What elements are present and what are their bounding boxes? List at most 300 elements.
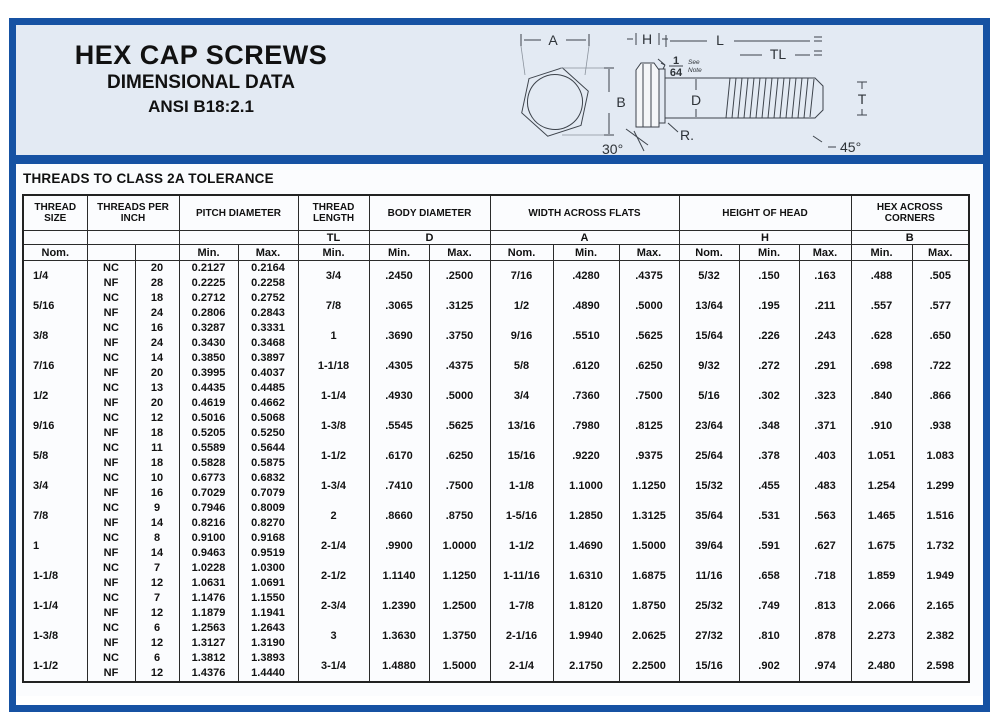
table-cell: 0.7079 xyxy=(238,486,298,501)
table-cell: 0.3331 xyxy=(238,321,298,336)
table-row xyxy=(23,381,969,396)
table-row xyxy=(23,621,969,636)
table-cell: 13/64 xyxy=(679,291,739,321)
table-cell: .371 xyxy=(799,411,851,441)
symbol-blank xyxy=(179,231,298,245)
table-cell: 1-5/16 xyxy=(490,501,553,531)
table-cell: .8125 xyxy=(619,411,679,441)
table-cell: 1/2 xyxy=(490,291,553,321)
dimensional-data-table xyxy=(22,194,970,683)
table-cell: 1.1250 xyxy=(619,471,679,501)
angle-label-45: 45° xyxy=(840,139,862,155)
table-cell: 6 xyxy=(135,621,179,636)
washer-face-frac-num: 1 xyxy=(672,55,680,67)
table-cell: NF xyxy=(87,456,135,471)
table-row xyxy=(23,261,969,277)
table-cell: NF xyxy=(87,606,135,621)
subhead: Nom. xyxy=(23,245,87,261)
table-cell: 9/16 xyxy=(490,321,553,351)
table-cell: 5/8 xyxy=(490,351,553,381)
table-cell: 1-11/16 xyxy=(490,561,553,591)
table-cell: .974 xyxy=(799,651,851,682)
symbol-h: H xyxy=(679,231,851,245)
table-cell: .4375 xyxy=(619,261,679,292)
table-cell: 1.465 xyxy=(851,501,912,531)
table-cell: .4375 xyxy=(429,351,490,381)
table-row xyxy=(23,501,969,516)
table-cell: 1.299 xyxy=(912,471,969,501)
dim-label-b: B xyxy=(616,94,626,110)
table-cell: 12 xyxy=(135,636,179,651)
table-cell: 1 xyxy=(298,321,369,351)
table-cell: 0.9100 xyxy=(179,531,238,546)
table-cell: 1.675 xyxy=(851,531,912,561)
table-cell: .4890 xyxy=(553,291,619,321)
table-cell: 2-1/2 xyxy=(298,561,369,591)
table-cell: 0.3897 xyxy=(238,351,298,366)
table-cell: 1.0228 xyxy=(179,561,238,576)
table-cell: 9/32 xyxy=(679,351,739,381)
table-cell: 18 xyxy=(135,291,179,306)
table-cell: NC xyxy=(87,441,135,456)
table-cell: 6 xyxy=(135,651,179,666)
table-cell: 14 xyxy=(135,546,179,561)
table-cell: .5000 xyxy=(619,291,679,321)
subhead: Min. xyxy=(179,245,238,261)
table-cell: 5/8 xyxy=(23,441,87,471)
hex-cap-screw-diagram xyxy=(510,25,980,155)
table-cell: 1.083 xyxy=(912,441,969,471)
table-caption: THREADS TO CLASS 2A TOLERANCE xyxy=(23,171,274,186)
see-note-line2: Note xyxy=(688,67,702,74)
table-cell: 1-3/8 xyxy=(298,411,369,441)
table-cell: NC xyxy=(87,321,135,336)
table-cell: 1-1/8 xyxy=(490,471,553,501)
page-subtitle: DIMENSIONAL DATA xyxy=(107,72,295,93)
table-cell: 5/16 xyxy=(679,381,739,411)
table-cell: 1.5000 xyxy=(429,651,490,682)
col-group-thread-length: THREAD LENGTH xyxy=(298,195,369,231)
subhead: Min. xyxy=(739,245,799,261)
table-cell: 1-3/4 xyxy=(298,471,369,501)
table-cell: 1.3893 xyxy=(238,651,298,666)
table-cell: 0.5875 xyxy=(238,456,298,471)
table-cell: NF xyxy=(87,336,135,351)
table-cell: 0.2712 xyxy=(179,291,238,306)
table-cell: .5545 xyxy=(369,411,429,441)
subhead xyxy=(135,245,179,261)
table-cell: .272 xyxy=(739,351,799,381)
table-cell: NF xyxy=(87,396,135,411)
subhead xyxy=(87,245,135,261)
table-cell: .698 xyxy=(851,351,912,381)
table-cell: 0.2843 xyxy=(238,306,298,321)
table-row xyxy=(23,531,969,546)
table-cell: 1.3750 xyxy=(429,621,490,651)
table-cell: .195 xyxy=(739,291,799,321)
header-group-row xyxy=(23,195,969,231)
table-cell: .591 xyxy=(739,531,799,561)
table-cell: NC xyxy=(87,621,135,636)
table-cell: .8750 xyxy=(429,501,490,531)
table-cell: 18 xyxy=(135,456,179,471)
table-cell: 3/4 xyxy=(23,471,87,501)
washer-face-frac-den: 64 xyxy=(669,67,683,79)
table-cell: 7/16 xyxy=(23,351,87,381)
table-cell: 0.3850 xyxy=(179,351,238,366)
table-cell: 0.2752 xyxy=(238,291,298,306)
table-cell: .6170 xyxy=(369,441,429,471)
table-cell: 1.5000 xyxy=(619,531,679,561)
table-cell: .488 xyxy=(851,261,912,292)
table-cell: 0.2225 xyxy=(179,276,238,291)
table-cell: .938 xyxy=(912,411,969,441)
table-cell: NF xyxy=(87,276,135,291)
standard-reference: ANSI B18:2.1 xyxy=(148,97,254,116)
table-cell: 35/64 xyxy=(679,501,739,531)
hex-head-side-view xyxy=(636,63,659,127)
table-cell: 2 xyxy=(298,501,369,531)
table-cell: 15/16 xyxy=(679,651,739,682)
table-cell: 2-1/4 xyxy=(298,531,369,561)
table-cell: 0.9463 xyxy=(179,546,238,561)
table-cell: .718 xyxy=(799,561,851,591)
table-cell: 28 xyxy=(135,276,179,291)
table-row xyxy=(23,411,969,426)
table-cell: NC xyxy=(87,351,135,366)
table-cell: 1.2390 xyxy=(369,591,429,621)
dim-label-tl: TL xyxy=(769,46,787,62)
subhead: Max. xyxy=(619,245,679,261)
table-cell: .7980 xyxy=(553,411,619,441)
table-cell: 2.382 xyxy=(912,621,969,651)
table-cell: 3/8 xyxy=(23,321,87,351)
table-cell: .211 xyxy=(799,291,851,321)
hex-head-front-view xyxy=(518,61,592,142)
table-cell: 0.7946 xyxy=(179,501,238,516)
table-cell: 0.4037 xyxy=(238,366,298,381)
table-cell: NC xyxy=(87,381,135,396)
col-group-thread-size: THREAD SIZE xyxy=(23,195,87,231)
table-cell: 24 xyxy=(135,306,179,321)
table-cell: 1.2500 xyxy=(429,591,490,621)
table-cell: .4280 xyxy=(553,261,619,292)
table-cell: 1.254 xyxy=(851,471,912,501)
table-cell: 20 xyxy=(135,396,179,411)
table-cell: 24 xyxy=(135,336,179,351)
table-cell: 1.4690 xyxy=(553,531,619,561)
header-minmax-row xyxy=(23,245,969,261)
table-cell: 2.1750 xyxy=(553,651,619,682)
subhead: Min. xyxy=(851,245,912,261)
symbol-blank xyxy=(23,231,87,245)
table-cell: 0.5589 xyxy=(179,441,238,456)
table-cell: 1.1879 xyxy=(179,606,238,621)
table-cell: 0.5828 xyxy=(179,456,238,471)
table-cell: 16 xyxy=(135,486,179,501)
table-row xyxy=(23,291,969,306)
table-cell: 1.3127 xyxy=(179,636,238,651)
subhead: Min. xyxy=(553,245,619,261)
table-cell: 1.9940 xyxy=(553,621,619,651)
table-cell: 7 xyxy=(135,561,179,576)
table-cell: 2.165 xyxy=(912,591,969,621)
col-group-width-across-flats: WIDTH ACROSS FLATS xyxy=(490,195,679,231)
dim-label-h: H xyxy=(641,31,653,47)
table-cell: .878 xyxy=(799,621,851,651)
table-cell: .9375 xyxy=(619,441,679,471)
table-cell: 14 xyxy=(135,351,179,366)
table-cell: .4305 xyxy=(369,351,429,381)
table-cell: 0.3995 xyxy=(179,366,238,381)
table-cell: 0.3430 xyxy=(179,336,238,351)
table-cell: NF xyxy=(87,636,135,651)
table-cell: .866 xyxy=(912,381,969,411)
table-cell: 23/64 xyxy=(679,411,739,441)
table-cell: 1.0000 xyxy=(429,531,490,561)
subhead: Min. xyxy=(369,245,429,261)
table-cell: 1.4880 xyxy=(369,651,429,682)
spec-table-body xyxy=(23,261,969,683)
table-cell: .810 xyxy=(739,621,799,651)
subhead: Max. xyxy=(912,245,969,261)
table-cell: 12 xyxy=(135,666,179,682)
table-cell: 12 xyxy=(135,576,179,591)
table-cell: .5625 xyxy=(429,411,490,441)
table-cell: 1-1/8 xyxy=(23,561,87,591)
table-cell: 1.732 xyxy=(912,531,969,561)
table-cell: 1.6310 xyxy=(553,561,619,591)
table-cell: 1.3190 xyxy=(238,636,298,651)
table-cell: 9/16 xyxy=(23,411,87,441)
table-cell: 14 xyxy=(135,516,179,531)
table-cell: 7/8 xyxy=(298,291,369,321)
table-cell: NF xyxy=(87,426,135,441)
table-cell: .650 xyxy=(912,321,969,351)
table-cell: .563 xyxy=(799,501,851,531)
table-cell: 1-3/8 xyxy=(23,621,87,651)
table-cell: 0.2806 xyxy=(179,306,238,321)
table-cell: 0.9168 xyxy=(238,531,298,546)
dim-label-r: R. xyxy=(680,127,694,143)
table-cell: .163 xyxy=(799,261,851,292)
table-cell: 3-1/4 xyxy=(298,651,369,682)
table-cell: 1.949 xyxy=(912,561,969,591)
table-cell: 3 xyxy=(298,621,369,651)
table-cell: 1.1140 xyxy=(369,561,429,591)
table-cell: .7360 xyxy=(553,381,619,411)
table-cell: 1.1941 xyxy=(238,606,298,621)
table-cell: .577 xyxy=(912,291,969,321)
table-cell: .6250 xyxy=(619,351,679,381)
table-cell: .7500 xyxy=(619,381,679,411)
table-cell: 1.1476 xyxy=(179,591,238,606)
table-panel xyxy=(16,164,983,696)
table-cell: 1/4 xyxy=(23,261,87,292)
table-cell: 0.5250 xyxy=(238,426,298,441)
table-cell: 2.0625 xyxy=(619,621,679,651)
table-cell: .2450 xyxy=(369,261,429,292)
table-cell: 25/32 xyxy=(679,591,739,621)
table-cell: NF xyxy=(87,486,135,501)
table-cell: 0.7029 xyxy=(179,486,238,501)
angle-label-30: 30° xyxy=(602,141,624,155)
table-cell: 1.1000 xyxy=(553,471,619,501)
subhead: Min. xyxy=(298,245,369,261)
table-cell: 1.4376 xyxy=(179,666,238,682)
table-cell: NC xyxy=(87,591,135,606)
table-cell: 0.8270 xyxy=(238,516,298,531)
table-cell: .531 xyxy=(739,501,799,531)
table-cell: 15/16 xyxy=(490,441,553,471)
table-cell: .291 xyxy=(799,351,851,381)
table-cell: 0.2127 xyxy=(179,261,238,277)
table-cell: 2.2500 xyxy=(619,651,679,682)
table-cell: 1-1/4 xyxy=(23,591,87,621)
table-cell: 7/16 xyxy=(490,261,553,292)
table-cell: 0.4485 xyxy=(238,381,298,396)
table-cell: 18 xyxy=(135,426,179,441)
table-cell: 1-1/2 xyxy=(23,651,87,682)
table-cell: 12 xyxy=(135,411,179,426)
table-cell: 10 xyxy=(135,471,179,486)
table-cell: 20 xyxy=(135,366,179,381)
col-group-body-diameter: BODY DIAMETER xyxy=(369,195,490,231)
table-cell: 1.3630 xyxy=(369,621,429,651)
subhead: Nom. xyxy=(679,245,739,261)
table-cell: 1-1/4 xyxy=(298,381,369,411)
table-cell: .3125 xyxy=(429,291,490,321)
table-cell: NF xyxy=(87,366,135,381)
table-cell: 1.8120 xyxy=(553,591,619,621)
table-cell: NC xyxy=(87,531,135,546)
table-cell: .150 xyxy=(739,261,799,292)
table-row xyxy=(23,651,969,666)
table-cell: 1.0691 xyxy=(238,576,298,591)
table-cell: 1-1/2 xyxy=(490,531,553,561)
header-symbol-row xyxy=(23,231,969,245)
table-cell: NC xyxy=(87,471,135,486)
table-cell: 1.859 xyxy=(851,561,912,591)
table-cell: .557 xyxy=(851,291,912,321)
table-cell: 7/8 xyxy=(23,501,87,531)
table-cell: 1 xyxy=(23,531,87,561)
table-cell: 0.2258 xyxy=(238,276,298,291)
table-cell: 0.6773 xyxy=(179,471,238,486)
table-cell: 1-7/8 xyxy=(490,591,553,621)
table-cell: 20 xyxy=(135,261,179,277)
table-cell: 0.2164 xyxy=(238,261,298,277)
table-cell: 1.1550 xyxy=(238,591,298,606)
table-cell: 0.4619 xyxy=(179,396,238,411)
table-cell: 0.3468 xyxy=(238,336,298,351)
table-cell: 1.516 xyxy=(912,501,969,531)
table-cell: NF xyxy=(87,666,135,682)
table-cell: 9 xyxy=(135,501,179,516)
table-cell: NC xyxy=(87,261,135,277)
table-cell: 1-1/18 xyxy=(298,351,369,381)
table-cell: 2.273 xyxy=(851,621,912,651)
table-cell: 1.2563 xyxy=(179,621,238,636)
table-cell: .3065 xyxy=(369,291,429,321)
see-note-line1: See xyxy=(688,59,700,66)
table-cell: 12 xyxy=(135,606,179,621)
table-cell: 1.6875 xyxy=(619,561,679,591)
table-cell: 13/16 xyxy=(490,411,553,441)
table-cell: .840 xyxy=(851,381,912,411)
subhead: Max. xyxy=(429,245,490,261)
subhead: Nom. xyxy=(490,245,553,261)
table-cell: .7500 xyxy=(429,471,490,501)
table-header xyxy=(23,195,969,261)
dim-label-l: L xyxy=(716,32,724,48)
table-cell: .2500 xyxy=(429,261,490,292)
table-cell: 0.3287 xyxy=(179,321,238,336)
table-cell: .403 xyxy=(799,441,851,471)
table-cell: 8 xyxy=(135,531,179,546)
dim-label-a: A xyxy=(548,32,558,48)
table-cell: .226 xyxy=(739,321,799,351)
table-cell: 2.066 xyxy=(851,591,912,621)
table-cell: 0.4435 xyxy=(179,381,238,396)
table-cell: .6250 xyxy=(429,441,490,471)
col-group-height-of-head: HEIGHT OF HEAD xyxy=(679,195,851,231)
table-cell: 1.051 xyxy=(851,441,912,471)
col-group-pitch-diameter: PITCH DIAMETER xyxy=(179,195,298,231)
table-cell: 11 xyxy=(135,441,179,456)
table-cell: .483 xyxy=(799,471,851,501)
table-cell: 39/64 xyxy=(679,531,739,561)
table-cell: 15/32 xyxy=(679,471,739,501)
table-cell: .5000 xyxy=(429,381,490,411)
table-cell: 5/16 xyxy=(23,291,87,321)
document-frame xyxy=(9,18,990,712)
symbol-b: B xyxy=(851,231,969,245)
col-group-threads-per-inch: THREADS PER INCH xyxy=(87,195,179,231)
table-cell: 2.598 xyxy=(912,651,969,682)
table-cell: .5625 xyxy=(619,321,679,351)
table-row xyxy=(23,561,969,576)
symbol-d: D xyxy=(369,231,490,245)
table-cell: NC xyxy=(87,561,135,576)
table-cell: .749 xyxy=(739,591,799,621)
symbol-tl: TL xyxy=(298,231,369,245)
table-cell: .243 xyxy=(799,321,851,351)
table-cell: .6120 xyxy=(553,351,619,381)
table-cell: 0.8009 xyxy=(238,501,298,516)
table-cell: .323 xyxy=(799,381,851,411)
dim-label-t: T xyxy=(857,91,867,107)
col-group-hex-across-corners: HEX ACROSS CORNERS xyxy=(851,195,969,231)
page-title: HEX CAP SCREWS xyxy=(74,40,328,70)
table-cell: 0.8216 xyxy=(179,516,238,531)
table-cell: .3690 xyxy=(369,321,429,351)
table-cell: 1.0631 xyxy=(179,576,238,591)
panel-divider xyxy=(16,155,983,164)
table-cell: 1.2643 xyxy=(238,621,298,636)
dim-label-d: D xyxy=(690,92,702,108)
table-cell: 5/32 xyxy=(679,261,739,292)
table-cell: .910 xyxy=(851,411,912,441)
table-cell: .455 xyxy=(739,471,799,501)
table-cell: .302 xyxy=(739,381,799,411)
table-cell: .9900 xyxy=(369,531,429,561)
table-cell: 0.4662 xyxy=(238,396,298,411)
table-cell: 2.480 xyxy=(851,651,912,682)
table-row xyxy=(23,471,969,486)
table-cell: NC xyxy=(87,411,135,426)
table-cell: .4930 xyxy=(369,381,429,411)
